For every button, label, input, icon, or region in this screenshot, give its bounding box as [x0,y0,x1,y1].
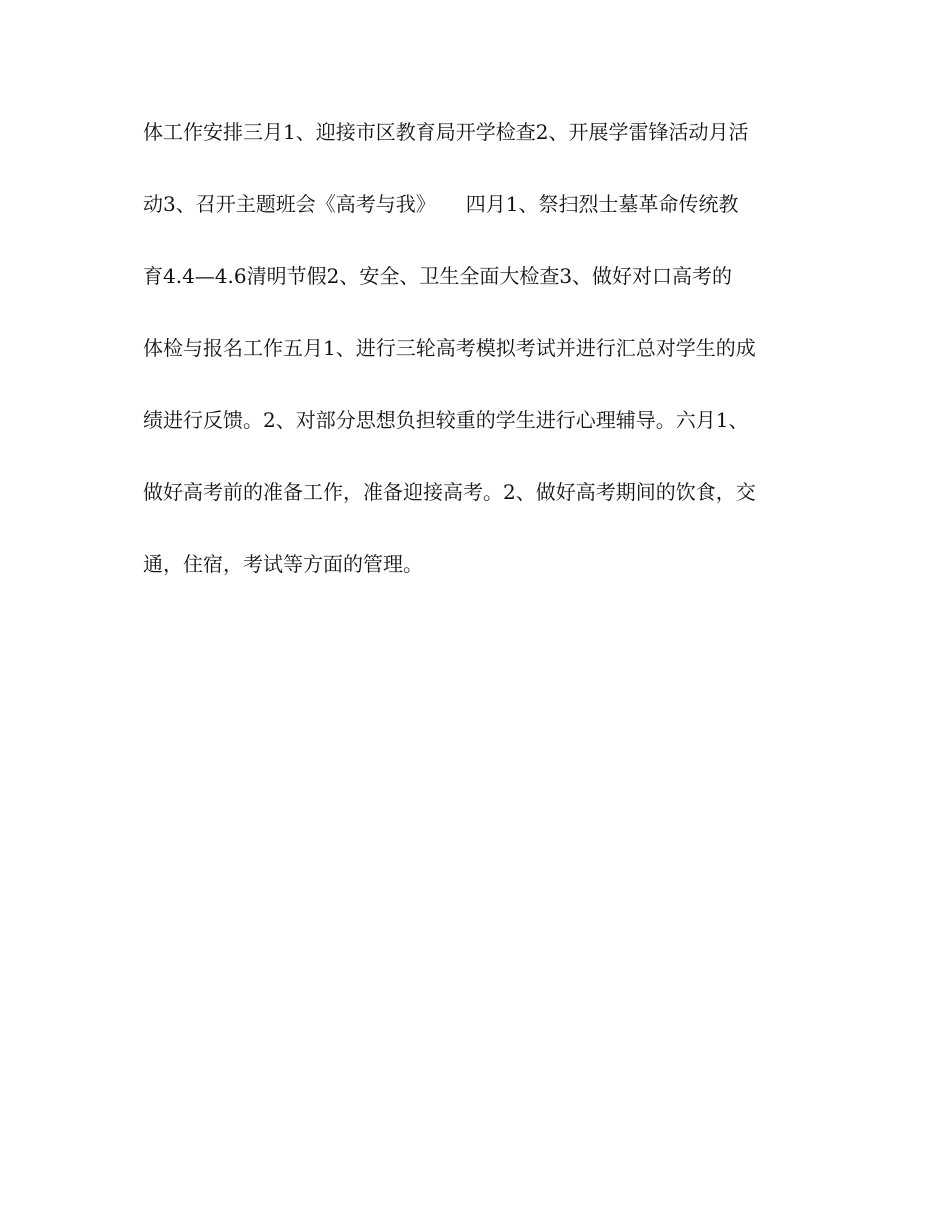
text-line-6: 做好高考前的准备工作，准备迎接高考。2、做好高考期间的饮食，交 [143,480,756,504]
text-line-2: 动3、召开主题班会《高考与我》 四月1、祭扫烈士墓革命传统教 [143,192,739,216]
text-line-1: 体工作安排三月1、迎接市区教育局开学检查2、开展学雷锋活动月活 [143,120,749,144]
text-line-4: 体检与报名工作五月1、进行三轮高考模拟考试并进行汇总对学生的成 [143,336,756,360]
body-text [143,120,823,624]
text-line-7: 通，住宿，考试等方面的管理。 [143,552,423,576]
text-line-5: 绩进行反馈。2、对部分思想负担较重的学生进行心理辅导。六月1、 [143,408,749,432]
text-line-3: 育4.4—4.6清明节假2、安全、卫生全面大检查3、做好对口高考的 [143,264,733,288]
